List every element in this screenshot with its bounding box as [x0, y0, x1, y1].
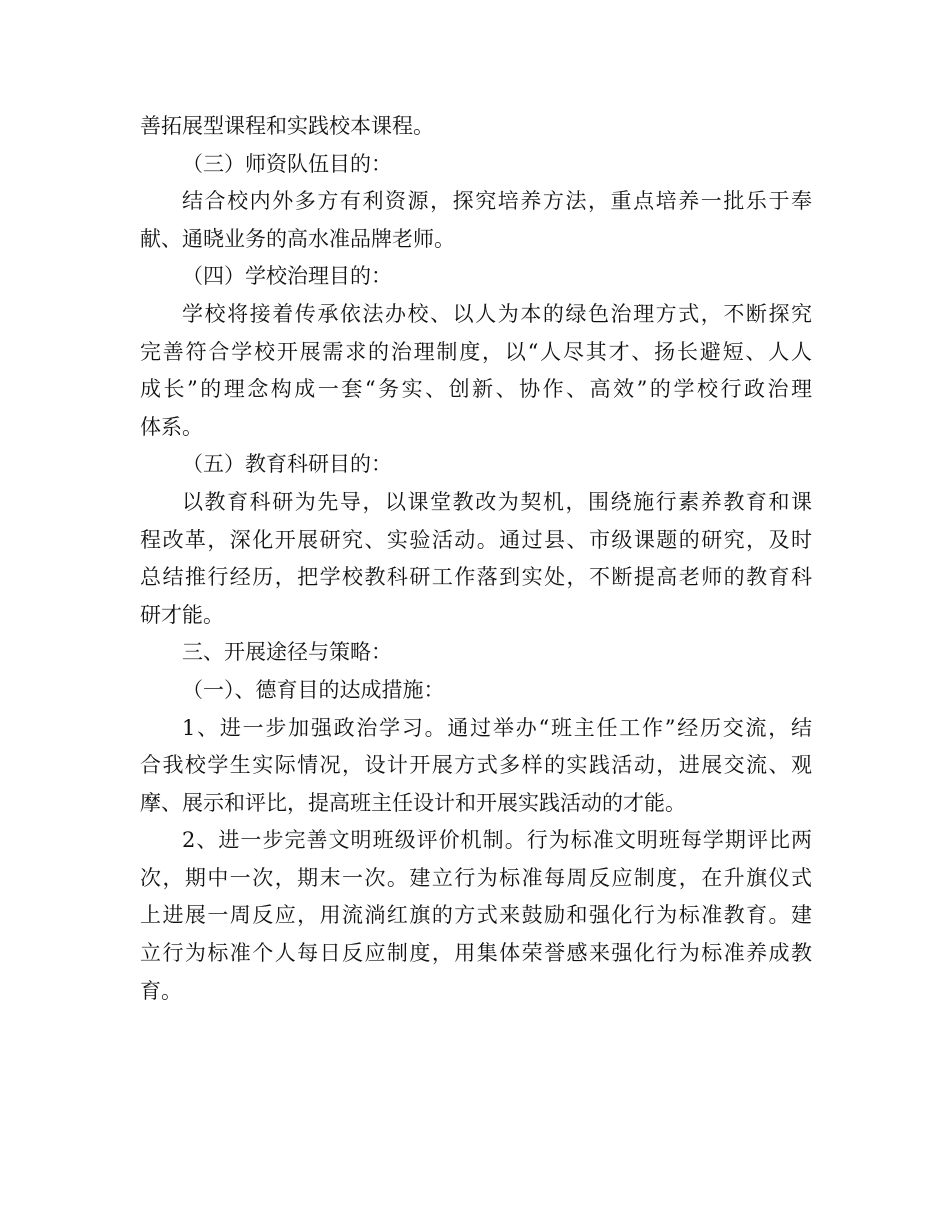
text-line: 以教育科研为先导，以课堂教改为契机，围绕施行素养教育和课 [182, 489, 812, 514]
text-line: 学校将接着传承依法办校、以人为本的绿色治理方式，不断探究 [182, 301, 812, 326]
text-line: 1、进一步加强政治学习。通过举办“班主任工作”经历交流，结 [182, 715, 812, 740]
text-line: 体系。 [140, 414, 203, 439]
text-line: 上进展一周反应，用流淌红旗的方式来鼓励和强化行为标准教育。建 [140, 903, 812, 928]
text-line: 善拓展型课程和实践校本课程。 [140, 114, 434, 138]
text-line: 研才能。 [140, 602, 224, 627]
text-line: 2、进一步完善文明班级评价机制。行为标准文明班每学期评比两 [182, 828, 812, 853]
text-line: 次，期中一次，期末一次。建立行为标准每周反应制度，在升旗仪式 [140, 865, 812, 890]
text-line: 合我校学生实际情况，设计开展方式多样的实践活动，进展交流、观 [140, 753, 812, 778]
section-heading-moral-education: （一）、德育目的达成措施： [182, 677, 445, 702]
text-line: 完善符合学校开展需求的治理制度，以“人尽其才、扬长避短、人人 [140, 339, 812, 364]
text-line: 献、通晓业务的高水准品牌老师。 [140, 226, 455, 251]
text-line: 总结推行经历，把学校教科研工作落到实处，不断提高老师的教育科 [140, 565, 812, 590]
text-line: 结合校内外多方有利资源，探究培养方法，重点培养一批乐于奉 [182, 189, 812, 214]
text-line: 立行为标准个人每日反应制度，用集体荣誉感来强化行为标准养成教 [140, 941, 812, 966]
document-body [140, 108, 812, 1010]
section-heading-research: （五）教育科研目的： [182, 452, 392, 477]
text-line: 育。 [140, 978, 182, 1003]
section-heading-governance: （四）学校治理目的： [182, 264, 392, 289]
section-heading-faculty: （三）师资队伍目的： [182, 151, 392, 176]
text-line: 摩、展示和评比，提高班主任设计和开展实践活动的才能。 [140, 790, 686, 815]
section-heading-strategies: 三、开展途径与策略： [182, 640, 392, 665]
text-line: 成长”的理念构成一套“务实、创新、协作、高效”的学校行政治理 [140, 377, 812, 402]
text-line: 程改革，深化开展研究、实验活动。通过县、市级课题的研究，及时 [140, 527, 812, 552]
